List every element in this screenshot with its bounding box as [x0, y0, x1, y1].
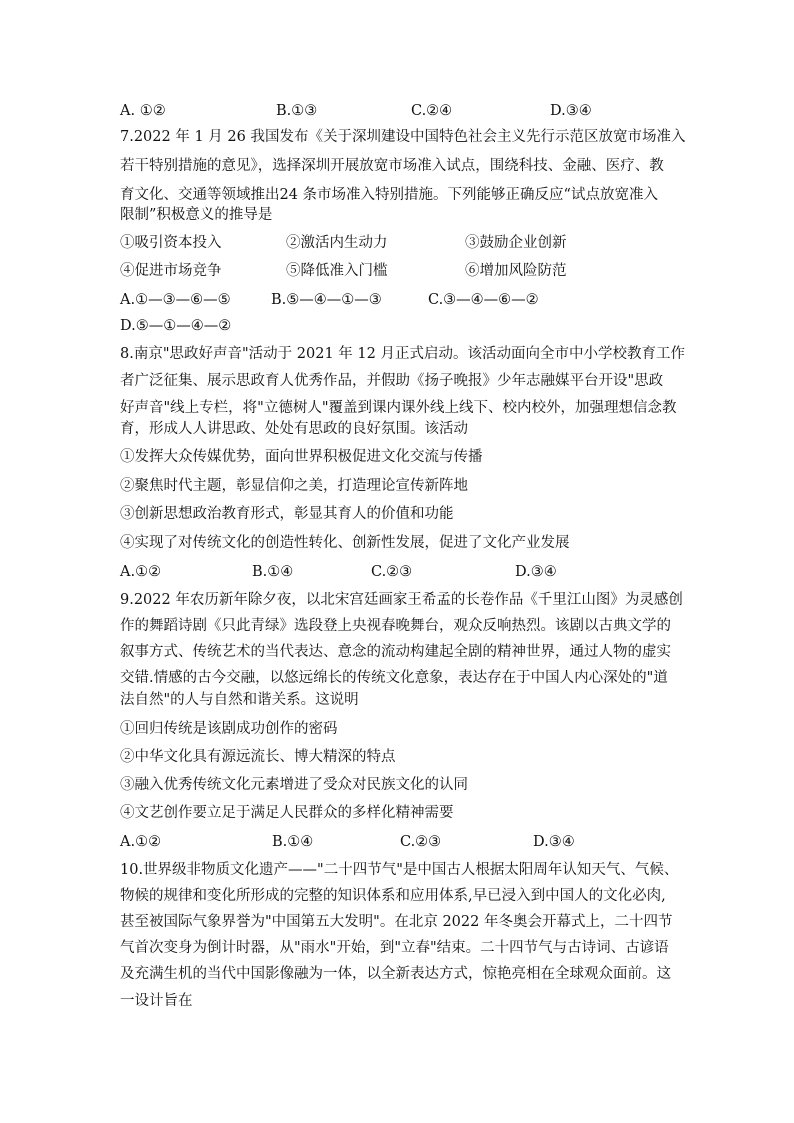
q7-option-a: A.①—③—⑥—⑤ [120, 292, 231, 308]
q8-stem-line: 8.南京"思政好声音"活动于 2021 年 12 月正式启动。该活动面向全市中小学校教育工作 [120, 346, 685, 362]
q9-stem-line: 作的舞蹈诗剧《只此青绿》选段登上央视春晚舞台，观众反响热烈。该剧以古典文学的 [120, 618, 671, 634]
q8-item: ①发挥大众传媒优势，面向世界积极促进文化交流与传播 [120, 449, 483, 465]
q8-stem-line: 者广泛征集、展示思政育人优秀作品，并假助《扬子晚报》少年志融媒平台开设"思政 [120, 373, 664, 389]
q8-options [120, 562, 680, 582]
q7-options [120, 290, 680, 310]
q7-stem-line: 育文化、交通等领域推出24 条市场准入特别措施。下列能够正确反应“试点放宽准入 [120, 187, 658, 203]
q7-item: ①吸引资本投入 [120, 235, 222, 251]
q7-options [120, 316, 680, 336]
q9-option-a: A.①② [120, 834, 162, 850]
q10-stem-line: 甚至被国际气象界誉为"中国第五大发明"。在北京 2022 年冬奥会开幕式上，二十四节 [120, 914, 673, 930]
q7-stem-line: 限制”积极意义的推导是 [120, 207, 273, 223]
q9-option-b: B.①④ [272, 834, 314, 850]
q9-stem-line: 叙事方式、传统艺术的当代表达、意念的流动构建起全剧的精神世界，通过人物的虚实 [120, 644, 671, 660]
q7-item: ④促进市场竞争 [120, 263, 222, 279]
q6-option-c: C.②④ [411, 103, 453, 119]
q6-option-b: B.①③ [276, 103, 318, 119]
q7-option-d: D.⑤—①—④—② [120, 318, 232, 334]
q6-options [120, 101, 680, 121]
q7-option-c: C.③—④—⑥—② [428, 292, 539, 308]
q8-stem-line: 好声音"线上专栏，将"立德树人"覆盖到课内课外线上线下、校内校外，加强理想信念教 [120, 400, 677, 416]
q7-stem-line: 若干特别措施的意见》，选择深圳开展放宽市场准入试点，围绕科技、金融、医疗、教 [120, 158, 664, 174]
q10-stem-line: 一设计旨在 [120, 993, 193, 1009]
q10-stem-line: 物候的规律和变化所形成的完整的知识体系和应用体系,早已浸入到中国人的文化必肉, [120, 888, 666, 904]
q6-option-a: A. ①② [120, 103, 166, 119]
q9-stem-line: 法自然"的人与自然和谐关系。这说明 [120, 692, 359, 708]
q6-option-d: D.③④ [550, 103, 592, 119]
q9-stem-line: 9.2022 年农历新年除夕夜，以北宋宫廷画家王希孟的长卷作品《千里江山图》为灵感创 [120, 592, 683, 608]
q8-item: ④实现了对传统文化的创造性转化、创新性发展，促进了文化产业发展 [120, 535, 570, 551]
q8-option-b: B.①④ [252, 564, 294, 580]
q8-item: ②聚焦时代主题，彰显信仰之美，打造理论宣传新阵地 [120, 478, 468, 494]
q9-item: ①回归传统是该剧成功创作的密码 [120, 721, 338, 737]
q7-item: ③鼓励企业创新 [465, 235, 567, 251]
q7-items-row [120, 261, 680, 281]
q9-option-c: C.②③ [400, 834, 442, 850]
q9-options [120, 832, 680, 852]
q8-option-a: A.①② [120, 564, 162, 580]
q10-stem-line: 及充满生机的当代中国影像融为一体，以全新表达方式，惊艳亮相在全球观众面前。这 [120, 966, 671, 982]
q10-stem-line: 10.世界级非物质文化遗产——"二十四节气"是中国古人根据太阳周年认知天气、气候、 [120, 862, 679, 878]
q8-item: ③创新思想政治教育形式，彰显其育人的价值和功能 [120, 506, 454, 522]
q8-option-c: C.②③ [371, 564, 413, 580]
q7-option-b: B.⑤—④—①—③ [271, 292, 382, 308]
q9-option-d: D.③④ [533, 834, 575, 850]
q8-stem-line: 育，形成人人讲思政、处处有思政的良好氛围。该活动 [120, 421, 468, 437]
q7-stem-line: 7.2022 年 1 月 26 我国发布《关于深圳建设中国特色社会主义先行示范区放宽市场准入 [120, 129, 686, 145]
q9-item: ②中华文化具有源远流长、博大精深的特点 [120, 749, 396, 765]
q7-item: ②激活内生动力 [286, 235, 388, 251]
q7-items-row [120, 233, 680, 253]
q8-option-d: D.③④ [515, 564, 557, 580]
q9-stem-line: 交错.情感的古今交融，以悠远绵长的传统文化意象，表达存在于中国人内心深处的"道 [120, 670, 668, 686]
q9-item: ③融入优秀传统文化元素增进了受众对民族文化的认同 [120, 777, 468, 793]
q7-item: ⑤降低准入门槛 [286, 263, 388, 279]
q7-item: ⑥增加风险防范 [465, 263, 567, 279]
q9-item: ④文艺创作要立足于满足人民群众的多样化精神需要 [120, 805, 454, 821]
q10-stem-line: 气首次变身为倒计时器，从"雨水"开始，到"立春"结束。二十四节气与古诗词、古谚语 [120, 940, 669, 956]
